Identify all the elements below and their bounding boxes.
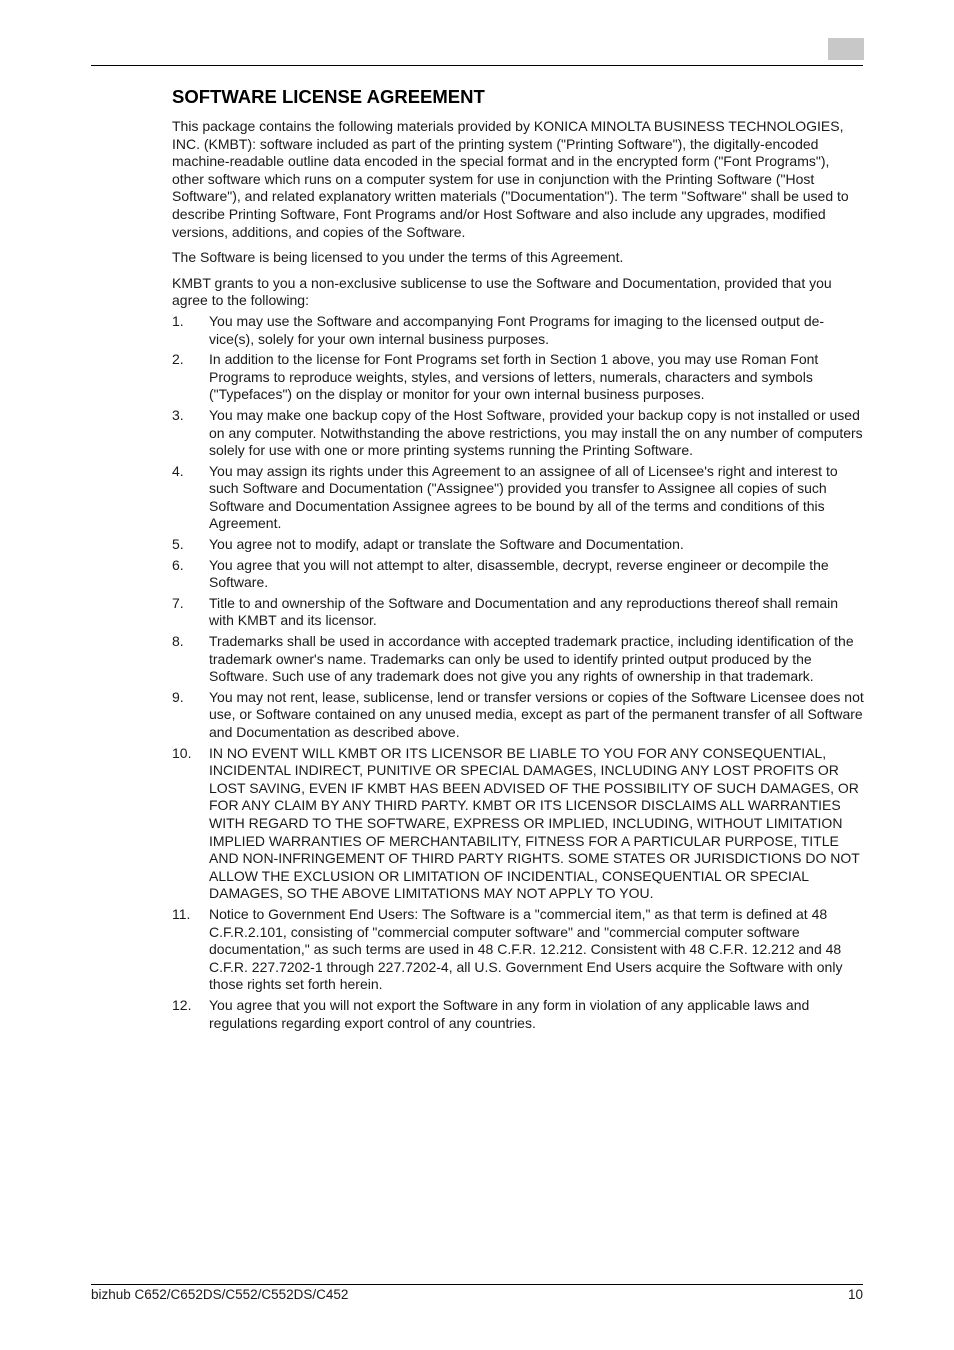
item-number: 1. [172,312,184,329]
item-number: 7. [172,594,184,611]
list-item [172,407,864,460]
item-text: You may not rent, lease, sublicense, lend or transfer versions or copies of the Software Licensee does not use, or Software contained on any unused media, except as part of the permanent transfer of all Software and Documentation as described above. [209,688,864,740]
item-text: You agree that you will not export the Software in any form in violation of any applicable laws and regulations regarding export control of any countries. [209,996,810,1031]
item-text: Title to and ownership of the Software and Documentation and any reproductions thereof shall remain with KMBT and its licensor. [209,594,839,629]
item-number: 3. [172,406,184,423]
item-text: You may make one backup copy of the Host Software, provided your backup copy is not installed or used on any computer. Notwithstanding the above restrictions, you may install the on any number of computers solely for use with one or more printing systems running the Printing Software. [209,406,863,459]
terms-list [172,313,864,1032]
item-number: 4. [172,462,184,479]
list-item [172,536,864,554]
grant-paragraph: KMBT grants to you a non-exclusive sublicense to use the Software and Documentation, provided that you agree to the following: [172,274,832,309]
item-number: 11. [172,905,191,922]
item-text: You may assign its rights under this Agreement to an assignee of all of Licensee's right and interest to such Software and Documentation ("Assignee") provided you transfer to Assignee all copies of such Software and Documentation Assignee agrees to be bound by all of the terms and conditions of this Agreement. [209,462,838,532]
item-text: IN NO EVENT WILL KMBT OR ITS LICENSOR BE LIABLE TO YOU FOR ANY CONSEQUENTIAL, INCIDENTAL INDIRECT, PUNITIVE OR SPECIAL DAMAGES, INCLUDING ANY LOST PROFITS OR LOST SAVING, EVEN IF KMBT HAS BEEN ADVISED OF THE POSSIBILITY OF SUCH DAMAGES, OR FOR ANY CLAIM BY ANY THIRD PARTY. KMBT OR ITS LICENSOR DISCLAIMS ALL WARRANTIES WITH REGARD TO THE SOFTWARE, EXPRESS OR IMPLIED, INCLUDING, WITHOUT LIMITATION IMPLIED WARRANTIES OF MERCHANTABILITY, FITNESS FOR A PARTICULAR PURPOSE, TITLE AND NON-INFRINGEMENT OF THIRD PARTY RIGHTS. SOME STATES OR JURISDICTIONS DO NOT ALLOW THE EXCLUSION OR LIMITATION OF INCIDENTIAL, CONSEQUENTIAL OR SPECIAL DAMAGES, SO THE ABOVE LIMITATIONS MAY NOT APPLY TO YOU. [209,744,860,902]
list-item [172,313,864,348]
item-number: 10. [172,744,192,761]
list-item [172,997,864,1032]
item-number: 2. [172,351,184,368]
list-item [172,906,864,994]
item-number: 5. [172,536,184,553]
item-text: Notice to Government End Users: The Software is a "commercial item," as that term is defined at 48 C.F.R.2.101, consisting of "commercial computer software" and "commercial computer software documentation," as such terms are used in 48 C.F.R. 12.212. Consistent with 48 C.F.R. 12.212 and 48 C.F.R. 227.7202-1 through 227.7202-4, all U.S. Government End Users acquire the Software with only those rights set forth herein. [209,905,843,993]
item-text: Trademarks shall be used in accordance with accepted trademark practice, including identification of the trademark owner's name. Trademarks can only be used to identify printed output produced by the Software. Such use of any trademark does not give you any rights of ownership in that trademark. [209,633,854,685]
intro-paragraph: This package contains the following materials provided by KONICA MINOLTA BUSINESS TECHNOLOGIES, INC. (KMBT): software included as part of the printing system ("Printing Software"), the digitally-encoded machine-readable outline data encoded in the special format and in the encrypted form ("Font Programs"), other software which runs on a computer system for use in conjunction with the Printing Software ("Host Software"), and related explanatory written materials ("Documentation"). The term "Software" shall be used to describe Printing Software, Font Programs and/or Host Software and also include any upgrades, modified versions, additions, and copies of the Software. [172,118,849,240]
page-number: 10 [847,1287,863,1302]
item-number: 6. [172,556,184,573]
page-title: SOFTWARE LICENSE AGREEMENT [172,86,485,107]
footer-rule [91,1284,863,1285]
list-item [172,633,864,686]
item-text: You agree that you will not attempt to alter, disassemble, decrypt, reverse engineer or decompile the Software. [209,556,829,591]
item-number: 8. [172,633,184,650]
list-item [172,351,864,404]
item-text: You agree not to modify, adapt or translate the Software and Documentation. [209,536,684,553]
license-section [172,86,864,1035]
list-item [172,463,864,533]
chapter-tab [828,38,864,60]
header-rule [91,65,863,66]
item-text: You may use the Software and accompanying Font Programs for imaging to the licensed output de-vice(s), solely for your own internal business purposes. [209,312,825,347]
list-item [172,557,864,592]
item-number: 9. [172,688,184,705]
footer-model: bizhub C652/C652DS/C552/C552DS/C452 [91,1287,349,1302]
list-item [172,745,864,903]
list-item [172,689,864,742]
license-statement: The Software is being licensed to you under the terms of this Agreement. [172,249,624,266]
list-item [172,595,864,630]
item-number: 12. [172,996,192,1013]
item-text: In addition to the license for Font Programs set forth in Section 1 above, you may use Roman Font Programs to reproduce weights, styles, and versions of letters, numerals, characters and symbols ("Typefaces") on the display or monitor for your own internal business purposes. [209,351,819,403]
